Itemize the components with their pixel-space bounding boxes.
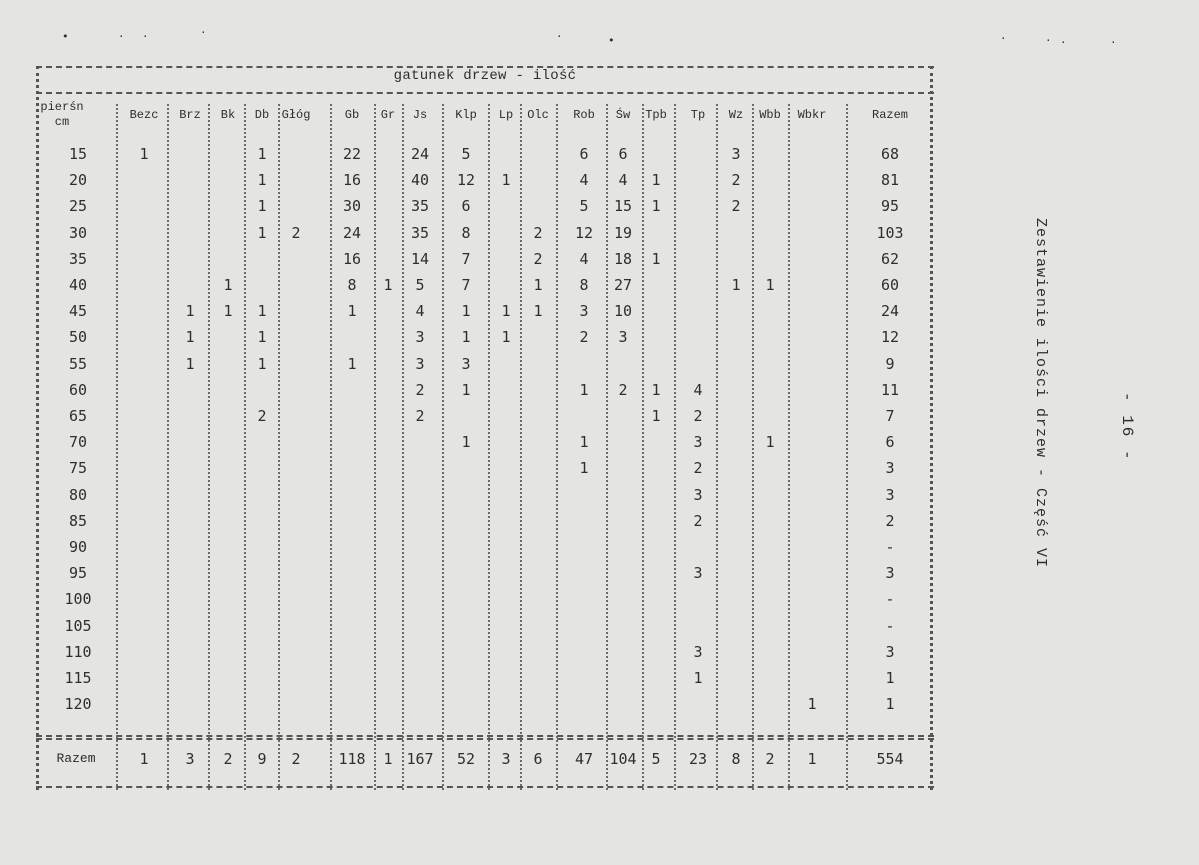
row-120-label: 120 [64,695,92,714]
row-40-sw: 27 [613,276,633,294]
row-105-razem: - [885,616,895,635]
header-tp: Tp [690,108,706,122]
row-20-klp: 12 [456,171,476,190]
row-65-tp: 2 [693,407,703,425]
column-separator [752,104,754,790]
row-80-razem: 3 [885,485,895,504]
row-95-label: 95 [68,564,88,583]
row-90-label: 90 [68,538,88,556]
total-row-wbkr: 1 [807,750,817,768]
row-75-tp: 2 [693,459,703,478]
header-divider [36,92,934,94]
row-30-label: 30 [68,223,88,242]
row-85-label: 85 [68,511,88,530]
total-row-razem: 554 [876,750,904,768]
header-js: Js [412,108,428,122]
row-20-tpb: 1 [651,171,661,190]
row-20-razem: 81 [880,171,900,190]
row-90-razem: - [885,538,895,556]
row-45-brz: 1 [185,302,195,321]
total-divider-top [36,735,934,737]
row-70-wbb: 1 [765,433,775,452]
row-85-razem: 2 [885,511,895,530]
row-20-js: 40 [410,171,430,190]
row-15-razem: 68 [880,145,900,163]
row-20-db: 1 [257,171,267,190]
header-gr: Gr [380,108,396,122]
total-row-label: Razem [56,751,96,766]
row-25-razem: 95 [880,197,900,216]
row-25-js: 35 [410,197,430,216]
header-diameter [40,100,83,130]
row-25-tpb: 1 [651,197,661,216]
side-title: Zestawienie ilości drzew - Część VI [1032,218,1049,569]
row-30-sw: 19 [613,223,633,242]
table-title: gatunek drzew - ilość [393,68,577,84]
speck-mark: · [1060,36,1067,49]
row-35-js: 14 [410,249,430,268]
column-separator [716,104,718,790]
header-db: Db [254,108,270,122]
row-45-bk: 1 [223,302,233,321]
row-55-razem: 9 [885,354,895,373]
row-65-tpb: 1 [651,407,661,425]
column-separator [520,104,522,790]
total-row-tp: 23 [688,750,708,768]
row-45-lp: 1 [501,302,511,321]
row-85-tp: 2 [693,511,703,530]
row-115-razem: 1 [885,669,895,687]
row-30-js: 35 [410,223,430,242]
row-45-olc: 1 [533,302,543,321]
row-110-tp: 3 [693,642,703,661]
row-55-label: 55 [68,354,88,373]
speck-mark: • [608,34,615,47]
total-row-wz: 8 [731,750,741,768]
row-65-label: 65 [68,407,88,425]
row-55-js: 3 [415,354,425,373]
column-separator [244,104,246,790]
row-45-label: 45 [68,302,88,321]
row-20-sw: 4 [618,171,628,190]
row-25-label: 25 [68,197,88,216]
row-60-label: 60 [68,380,88,399]
row-45-sw: 10 [613,302,633,321]
row-15-rob: 6 [579,145,589,163]
row-40-wz: 1 [731,276,741,294]
row-35-tpb: 1 [651,249,661,268]
column-separator [330,104,332,790]
header-diameter-unit: cm [54,115,70,129]
row-120-wbkr: 1 [807,695,817,714]
row-60-tp: 4 [693,380,703,399]
row-20-rob: 4 [579,171,589,190]
row-65-db: 2 [257,407,267,425]
row-20-wz: 2 [731,171,741,190]
row-15-sw: 6 [618,145,628,163]
row-80-label: 80 [68,485,88,504]
row-25-klp: 6 [461,197,471,216]
header-brz: Brz [179,108,201,122]
row-75-rob: 1 [579,459,589,478]
row-70-rob: 1 [579,433,589,452]
row-115-tp: 1 [693,669,703,687]
row-45-js: 4 [415,302,425,321]
header-klp: Klp [455,108,477,122]
total-row-rob: 47 [574,750,594,768]
row-25-wz: 2 [731,197,741,216]
header-diameter-top: pierśn [40,100,84,114]
total-row-gb: 118 [338,750,366,768]
row-15-bezc: 1 [139,145,149,163]
row-30-glog: 2 [291,223,301,242]
total-row-sw: 104 [609,750,637,768]
row-55-gb: 1 [347,354,357,373]
header-rob: Rob [573,108,595,122]
row-70-klp: 1 [461,433,471,452]
row-30-db: 1 [257,223,267,242]
row-50-lp: 1 [501,328,511,347]
total-row-wbb: 2 [765,750,775,768]
row-20-gb: 16 [342,171,362,190]
column-separator [374,104,376,790]
row-40-label: 40 [68,276,88,294]
row-25-db: 1 [257,197,267,216]
row-70-tp: 3 [693,433,703,452]
row-35-olc: 2 [533,249,543,268]
row-45-gb: 1 [347,302,357,321]
header-wbkr: Wbkr [797,108,827,122]
total-divider-bottom [36,738,934,740]
row-45-klp: 1 [461,302,471,321]
row-40-js: 5 [415,276,425,294]
total-row-olc: 6 [533,750,543,768]
table-bottom-border [36,786,934,788]
total-row-db: 9 [257,750,267,768]
table-right-border [930,66,933,790]
row-65-js: 2 [415,407,425,425]
row-50-rob: 2 [579,328,589,347]
total-row-js: 167 [406,750,434,768]
row-30-olc: 2 [533,223,543,242]
speck-mark: • [62,30,69,43]
column-separator [606,104,608,790]
row-50-db: 1 [257,328,267,347]
row-105-label: 105 [64,616,92,635]
row-20-label: 20 [68,171,88,190]
row-55-klp: 3 [461,354,471,373]
row-25-sw: 15 [613,197,633,216]
total-row-gr: 1 [383,750,393,768]
row-45-razem: 24 [880,302,900,321]
row-20-lp: 1 [501,171,511,190]
row-60-klp: 1 [461,380,471,399]
column-separator [556,104,558,790]
row-50-razem: 12 [880,328,900,347]
speck-mark: · [142,30,149,43]
column-separator [674,104,676,790]
row-60-js: 2 [415,380,425,399]
row-55-db: 1 [257,354,267,373]
row-40-razem: 60 [880,276,900,294]
row-60-razem: 11 [880,380,900,399]
header-sw: Św [615,108,631,122]
column-separator [442,104,444,790]
total-row-lp: 3 [501,750,511,768]
row-25-gb: 30 [342,197,362,216]
row-75-razem: 3 [885,459,895,478]
total-row-brz: 3 [185,750,195,768]
row-70-razem: 6 [885,433,895,452]
header-gb: Gb [344,108,360,122]
row-40-bk: 1 [223,276,233,294]
column-separator [208,104,210,790]
row-40-klp: 7 [461,276,471,294]
row-45-rob: 3 [579,302,589,321]
row-70-label: 70 [68,433,88,452]
total-row-glog: 2 [291,750,301,768]
row-40-olc: 1 [533,276,543,294]
row-35-razem: 62 [880,249,900,268]
header-wbb: Wbb [759,108,781,122]
row-25-rob: 5 [579,197,589,216]
header-bezc: Bezc [129,108,159,122]
column-separator [116,104,118,790]
row-95-tp: 3 [693,564,703,583]
row-15-js: 24 [410,145,430,163]
speck-mark: · [1110,36,1117,49]
row-15-klp: 5 [461,145,471,163]
total-row-bezc: 1 [139,750,149,768]
row-100-label: 100 [64,590,92,609]
row-110-label: 110 [64,642,92,661]
row-35-klp: 7 [461,249,471,268]
row-35-label: 35 [68,249,88,268]
row-50-sw: 3 [618,328,628,347]
speck-mark: · [118,30,125,43]
row-65-razem: 7 [885,407,895,425]
speck-mark: · [1045,34,1052,47]
row-30-rob: 12 [574,223,594,242]
table-left-border [36,66,39,790]
row-120-razem: 1 [885,695,895,714]
row-15-label: 15 [68,145,88,163]
row-100-razem: - [885,590,895,609]
row-115-label: 115 [64,669,92,687]
row-40-gb: 8 [347,276,357,294]
column-separator [402,104,404,790]
row-80-tp: 3 [693,485,703,504]
header-olc: Olc [527,108,549,122]
row-15-wz: 3 [731,145,741,163]
column-separator [488,104,490,790]
speck-mark: · [556,30,563,43]
row-30-gb: 24 [342,223,362,242]
row-15-db: 1 [257,145,267,163]
column-separator [167,104,169,790]
row-35-rob: 4 [579,249,589,268]
row-40-gr: 1 [383,276,393,294]
row-30-razem: 103 [876,223,904,242]
row-75-label: 75 [68,459,88,478]
row-95-razem: 3 [885,564,895,583]
row-35-sw: 18 [613,249,633,268]
row-60-tpb: 1 [651,380,661,399]
header-glog: Głóg [281,108,311,122]
column-separator [642,104,644,790]
row-40-rob: 8 [579,276,589,294]
header-tpb: Tpb [645,108,667,122]
column-separator [846,104,848,790]
row-30-klp: 8 [461,223,471,242]
row-50-js: 3 [415,328,425,347]
row-110-razem: 3 [885,642,895,661]
row-45-db: 1 [257,302,267,321]
total-row-bk: 2 [223,750,233,768]
row-50-klp: 1 [461,328,471,347]
speck-mark: · [200,26,207,39]
header-wz: Wz [728,108,744,122]
column-separator [788,104,790,790]
total-row-klp: 52 [456,750,476,768]
row-55-brz: 1 [185,354,195,373]
header-lp: Lp [498,108,514,122]
row-15-gb: 22 [342,145,362,163]
row-50-label: 50 [68,328,88,347]
page-number: - 16 - [1118,392,1136,462]
row-60-sw: 2 [618,380,628,399]
speck-mark: · [1000,32,1007,45]
row-40-wbb: 1 [765,276,775,294]
row-60-rob: 1 [579,380,589,399]
total-row-tpb: 5 [651,750,661,768]
row-50-brz: 1 [185,328,195,347]
row-35-gb: 16 [342,249,362,268]
header-razem: Razem [871,108,909,122]
column-separator [278,104,280,790]
header-bk: Bk [220,108,236,122]
